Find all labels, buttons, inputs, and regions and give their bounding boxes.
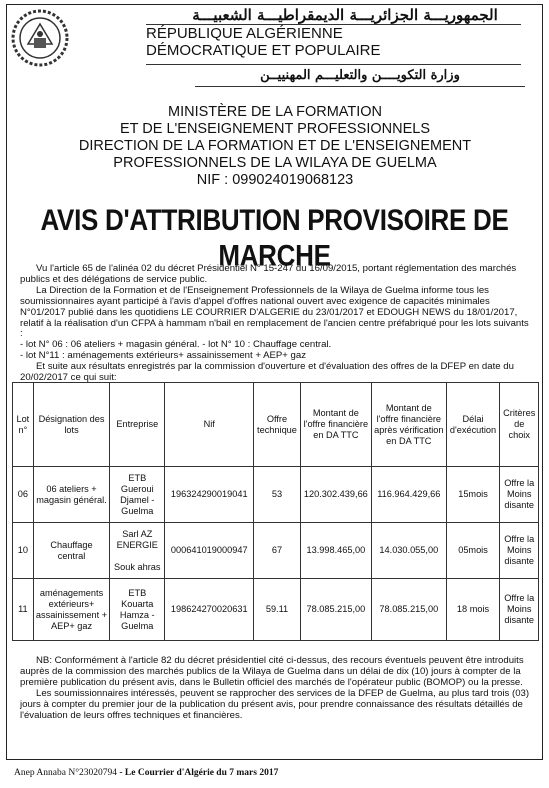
table-cell: Offre la Moins disante [500, 523, 539, 579]
column-header: Nif [165, 383, 254, 467]
paragraph: Vu l'article 65 de l'alinéa 02 du décret Présidentiel N° 15-247 du 16/09/2015, portant réglementation des marchés publics et des délégations de service public. [20, 263, 517, 285]
table-row [13, 579, 539, 641]
table-cell: 78.085.215,00 [372, 579, 447, 641]
column-header: Délai d'exécution [446, 383, 500, 467]
ministry-line: ET DE L'ENSEIGNEMENT PROFESSIONNELS [119, 121, 431, 137]
republic-line-1: RÉPUBLIQUE ALGÉRIENNE [146, 25, 343, 42]
table-cell: 120.302.439,66 [300, 467, 371, 523]
table-cell: Offre la Moins disante [500, 467, 539, 523]
table-cell: 000641019000947 [165, 523, 254, 579]
ministry-line: MINISTÈRE DE LA FORMATION [167, 104, 383, 120]
table-cell: ETB Kouarta Hamza -Guelma [110, 579, 165, 641]
newspaper-ref: - Le Courrier d'Algérie du 7 mars 2017 [119, 768, 279, 778]
footnotes [20, 656, 530, 721]
table-cell: 11 [13, 579, 34, 641]
table-cell: 53 [254, 467, 300, 523]
table-cell: 05mois [446, 523, 500, 579]
table-cell: 06 ateliers + magasin général. [33, 467, 110, 523]
column-header: Désignation des lots [33, 383, 110, 467]
publication-credit [14, 768, 278, 778]
divider [146, 64, 521, 65]
table-cell: 116.964.429,66 [372, 467, 447, 523]
note-paragraph: Les soumissionnaires intéressés, peuvent se rapprocher des services de la DFEP de Guelma, au plus tard trois (03) jours à compter du premier jour de la publication du présent avis, pour prendre connaissance des résultats détaillés de l'évaluation de leurs offres techniques et financières. [20, 687, 530, 721]
arabic-republic-heading: الجمهوريـــة الجزائريـــة الديمقراطيـــة الشعبيـــة [192, 6, 498, 24]
column-header: Montant de l'offre financière en DA TTC [300, 383, 371, 467]
table-cell: 59.11 [254, 579, 300, 641]
paragraph: Et suite aux résultats enregistrés par la commission d'ouverture et d'évaluation des offres de la DFEP en date du 20/02/2017 ce qui suit: [20, 361, 514, 384]
column-header: Entreprise [110, 383, 165, 467]
table-cell: 196324290019041 [165, 467, 254, 523]
table-row [13, 523, 539, 579]
table-cell: 10 [13, 523, 34, 579]
table-cell: aménagements extérieurs+ assainissement + AEP+ gaz [33, 579, 110, 641]
column-header: Montant de l'offre financière après vérification en DA TTC [372, 383, 447, 467]
body-text [20, 264, 530, 384]
ministry-line: PROFESSIONNELS DE LA WILAYA DE GUELMA [113, 155, 437, 171]
table-cell: Sarl AZ ENERGIE Souk ahras [110, 523, 165, 579]
table-cell: ETB Gueroui Djamel -Guelma [110, 467, 165, 523]
ministry-line: DIRECTION DE LA FORMATION ET DE L'ENSEIGNEMENT [78, 138, 472, 154]
column-header: Lot n° [13, 383, 34, 467]
column-header: Offre technique [254, 383, 300, 467]
table-cell: Offre la Moins disante [500, 579, 539, 641]
table-cell: 14.030.055,00 [372, 523, 447, 579]
french-republic-heading [146, 25, 381, 59]
table-cell: 67 [254, 523, 300, 579]
lot-line: - lot N°11 : aménagements extérieurs+ assainissement + AEP+ gaz [20, 350, 307, 362]
note-paragraph: NB: Conformément à l'article 82 du décret présidentiel cité ci-dessus, des recours éventuels peuvent être introduits auprès de la commission des marchés publics de la Wilaya de Guelma dans un délai de dix (10) jours à compter de la première publication du présent avis, dans le Bulletin officiel des marchés de l'opérateur public (BOMOP) ou la presse. [20, 655, 524, 688]
table-cell: 198624270020631 [165, 579, 254, 641]
nif-line: NIF : 099024019068123 [196, 172, 354, 188]
table-cell: Chauffage central [33, 523, 110, 579]
column-header: Critères de choix [500, 383, 539, 467]
arabic-ministry-heading: وزارة التكويــــن والتعليـــم المهنييــن [260, 68, 460, 83]
anep-ref: Anep Annaba N°23020794 [14, 768, 118, 778]
emblem-logo [10, 8, 70, 68]
ministry-block [30, 104, 520, 189]
republic-line-2: DÉMOCRATIQUE ET POPULAIRE [146, 42, 381, 59]
table-cell: 15mois [446, 467, 500, 523]
paragraph: La Direction de la Formation et de l'Enseignement Professionnels de la Wilaya de Guelma informe tous les soumissionnaires ayant participé à l'avis d'appel d'offres national ouvert avec exigence de capacités minimales N°01/2017 publié dans les quotidiens LE COURRIER D'ALGERIE du 23/01/2017 et EDOUGH NEWS du 18/01/2017, relatif à la réalisation d'un CFPA à hammam n'bail en remplacement de l'ancien centre préfabriqué pour les lots suivants : [20, 284, 529, 340]
table-cell: 18 mois [446, 579, 500, 641]
notice-title: AVIS D'ATTRIBUTION PROVISOIRE DE MARCHE [40, 202, 509, 273]
divider [195, 86, 525, 87]
table-cell: 06 [13, 467, 34, 523]
table-cell: 78.085.215,00 [300, 579, 371, 641]
table-cell: 13.998.465,00 [300, 523, 371, 579]
table-row [13, 467, 539, 523]
lot-line: - lot N° 06 : 06 ateliers + magasin général. - lot N° 10 : Chauffage central. [20, 339, 332, 351]
table-header-row [13, 383, 539, 467]
award-table [12, 382, 539, 641]
